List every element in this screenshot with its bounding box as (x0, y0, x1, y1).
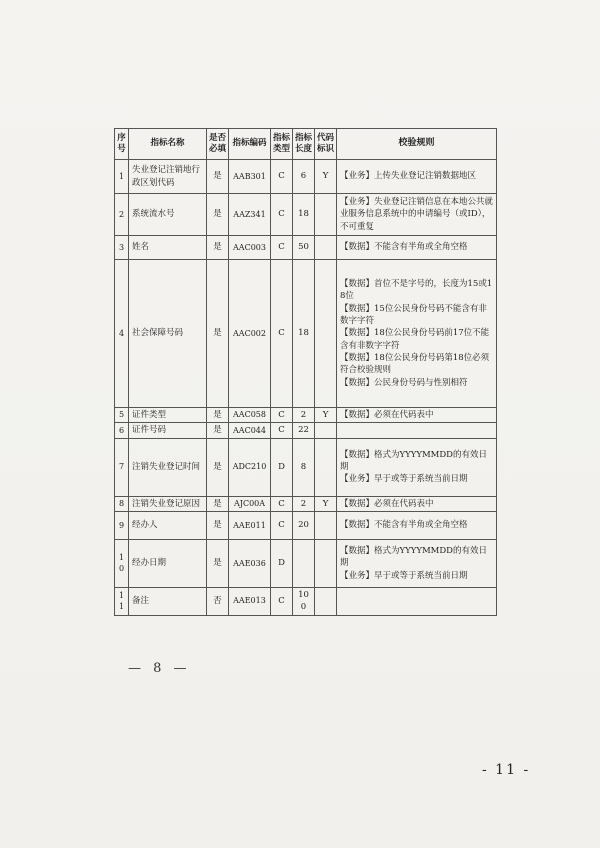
row-code-flag: Y (315, 496, 337, 511)
row-code: ADC210 (229, 438, 271, 496)
row-code-flag (315, 438, 337, 496)
row-code: AAZ341 (229, 194, 271, 236)
header-seq: 序号 (115, 129, 129, 160)
row-type: C (271, 587, 293, 615)
row-required: 是 (207, 511, 229, 539)
rule-line: 【业务】早于或等于系统当前日期 (340, 570, 468, 581)
row-rules (337, 236, 497, 260)
table-header-row (115, 129, 497, 160)
row-name: 系统流水号 (129, 194, 207, 236)
row-code: AJC00A (229, 496, 271, 511)
table-row (115, 260, 497, 408)
row-code-flag (315, 194, 337, 236)
row-seq: 11 (115, 587, 129, 615)
table-row (115, 160, 497, 194)
row-code: AAC003 (229, 236, 271, 260)
row-required: 是 (207, 423, 229, 438)
row-required: 是 (207, 496, 229, 511)
row-length: 22 (293, 423, 315, 438)
outer-page-number: - 11 - (482, 762, 531, 778)
rule-line: 【数据】必须在代码表中 (340, 410, 434, 420)
rule-line: 【数据】18位公民身份号码前17位不能含有非数字字符 (340, 328, 490, 351)
row-rules (337, 587, 497, 615)
row-rules (337, 438, 497, 496)
row-length (293, 539, 315, 587)
header-length: 指标长度 (293, 129, 315, 160)
row-type: C (271, 194, 293, 236)
row-rules (337, 194, 497, 236)
row-type: D (271, 539, 293, 587)
table-row (115, 194, 497, 236)
rule-line: 【业务】上传失业登记注销数据地区 (340, 171, 477, 182)
row-required: 是 (207, 236, 229, 260)
rule-line: 【数据】15位公民身份号码不能含有非数字字符 (340, 303, 487, 327)
rule-line: 【数据】不能含有半角或全角空格 (340, 520, 468, 531)
table-row (115, 539, 497, 587)
row-name: 注销失业登记原因 (129, 496, 207, 511)
row-seq: 5 (115, 408, 129, 423)
row-code-flag (315, 260, 337, 408)
row-name: 经办人 (129, 511, 207, 539)
row-seq: 3 (115, 236, 129, 260)
row-length: 18 (293, 260, 315, 408)
row-type: C (271, 423, 293, 438)
row-required: 是 (207, 408, 229, 423)
table-row (115, 423, 497, 438)
table-row (115, 496, 497, 511)
row-name: 经办日期 (129, 539, 207, 587)
row-seq: 2 (115, 194, 129, 236)
row-name: 证件号码 (129, 423, 207, 438)
header-code-flag: 代码标识 (315, 129, 337, 160)
row-rules (337, 539, 497, 587)
rule-line: 【数据】不能含有半角或全角空格 (340, 242, 468, 253)
inner-page-number: — 8 — (128, 661, 191, 676)
row-code-flag (315, 511, 337, 539)
row-name: 姓名 (129, 236, 207, 260)
row-rules (337, 260, 497, 408)
row-seq: 6 (115, 423, 129, 438)
rule-line: 【业务】早于或等于系统当前日期 (340, 474, 468, 485)
row-name: 备注 (129, 587, 207, 615)
row-required: 是 (207, 260, 229, 408)
row-length: 2 (293, 496, 315, 511)
row-length: 100 (293, 587, 315, 615)
row-required: 是 (207, 438, 229, 496)
rule-line: 【数据】格式为YYYYMMDD的有效日期 (340, 545, 487, 569)
row-code: AAC002 (229, 260, 271, 408)
row-seq: 10 (115, 539, 129, 587)
header-rules: 校验规则 (337, 129, 497, 160)
row-type: D (271, 438, 293, 496)
rule-line: 【数据】18位公民身份号码第18位必须符合校验规则 (340, 352, 490, 376)
row-length: 20 (293, 511, 315, 539)
row-code: AAE036 (229, 539, 271, 587)
rule-line: 【数据】公民身份号码与性别相符 (340, 377, 468, 388)
rule-line: 【业务】失业登记注销信息在本地公共就业服务信息系统中的申请编号（或ID），不可重复 (340, 197, 494, 232)
row-code: AAB301 (229, 160, 271, 194)
row-length: 2 (293, 408, 315, 423)
row-required: 是 (207, 160, 229, 194)
header-type: 指标类型 (271, 129, 293, 160)
table-body (115, 160, 497, 616)
row-code: AAE013 (229, 587, 271, 615)
row-code: AAC044 (229, 423, 271, 438)
row-seq: 9 (115, 511, 129, 539)
row-code-flag: Y (315, 160, 337, 194)
row-code-flag (315, 423, 337, 438)
row-code-flag (315, 539, 337, 587)
row-rules (337, 408, 497, 423)
table-row (115, 511, 497, 539)
row-length: 50 (293, 236, 315, 260)
row-required: 否 (207, 587, 229, 615)
row-seq: 4 (115, 260, 129, 408)
table-row (115, 236, 497, 260)
row-rules (337, 496, 497, 511)
header-name: 指标名称 (129, 129, 207, 160)
row-length: 8 (293, 438, 315, 496)
table-row (115, 438, 497, 496)
row-seq: 7 (115, 438, 129, 496)
row-name: 失业登记注销地行政区划代码 (129, 160, 207, 194)
row-rules (337, 423, 497, 438)
row-name: 社会保障号码 (129, 260, 207, 408)
indicator-table (114, 128, 497, 616)
row-code-flag (315, 587, 337, 615)
row-rules (337, 160, 497, 194)
rule-line: 【数据】首位不是字号的，长度为15或18位 (340, 279, 493, 302)
row-length: 18 (293, 194, 315, 236)
row-code: AAE011 (229, 511, 271, 539)
row-code-flag (315, 236, 337, 260)
rule-line: 【数据】格式为YYYYMMDD的有效日期 (340, 449, 487, 472)
table-row (115, 408, 497, 423)
row-seq: 1 (115, 160, 129, 194)
row-seq: 8 (115, 496, 129, 511)
row-type: C (271, 260, 293, 408)
row-length: 6 (293, 160, 315, 194)
row-required: 是 (207, 539, 229, 587)
header-code: 指标编码 (229, 129, 271, 160)
row-required: 是 (207, 194, 229, 236)
row-type: C (271, 236, 293, 260)
row-type: C (271, 511, 293, 539)
row-name: 证件类型 (129, 408, 207, 423)
table-row (115, 587, 497, 615)
row-type: C (271, 496, 293, 511)
row-code: AAC058 (229, 408, 271, 423)
row-rules (337, 511, 497, 539)
rule-line: 【数据】必须在代码表中 (340, 498, 434, 509)
row-type: C (271, 408, 293, 423)
row-type: C (271, 160, 293, 194)
row-name: 注销失业登记时间 (129, 438, 207, 496)
row-code-flag: Y (315, 408, 337, 423)
header-required: 是否必填 (207, 129, 229, 160)
